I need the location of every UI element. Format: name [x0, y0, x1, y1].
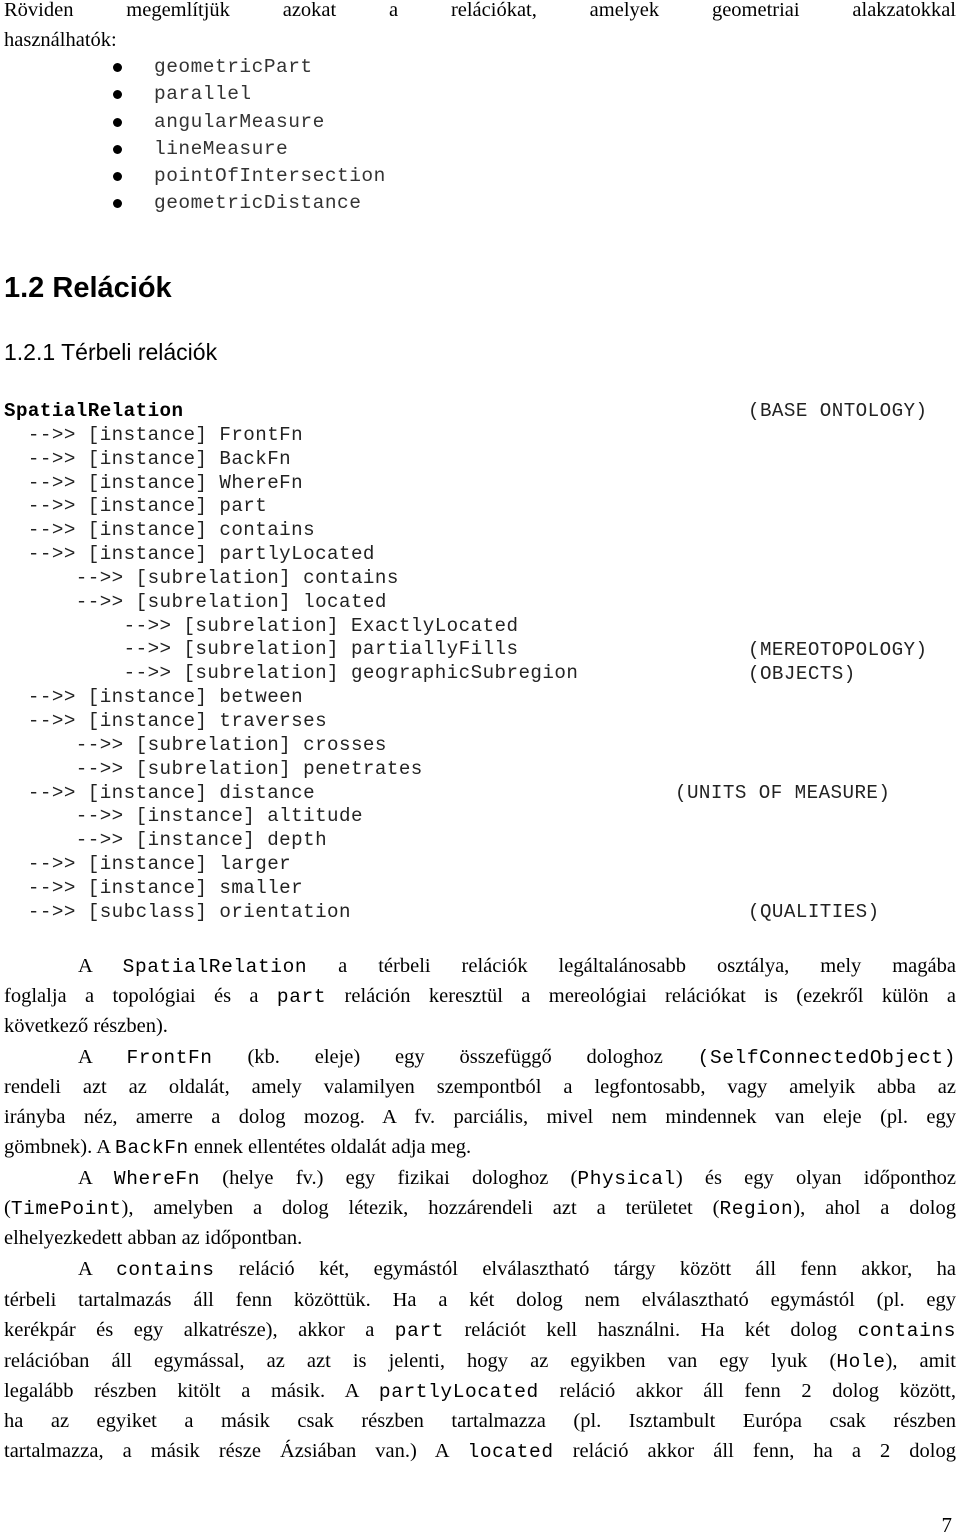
body-line: elhelyezkedett abban az időpontban.	[4, 1227, 303, 1249]
relation-hierarchy	[4, 400, 578, 925]
page-number: 7	[941, 1513, 952, 1537]
intro-line-1: Röviden megemlítjük azokat a relációkat, amelyek geometriai alakzatokkal	[4, 0, 956, 21]
hierarchy-line: -->> [subrelation] contains	[4, 566, 399, 589]
bullet-icon	[113, 90, 122, 99]
bullet-icon	[113, 118, 122, 127]
body-line: tartalmazza, a másik része Ázsiában van.) A located reláció akkor áll fenn, ha a 2 dolog	[4, 1440, 956, 1463]
hierarchy-line: -->> [instance] smaller	[4, 876, 304, 899]
hierarchy-line: -->> [subrelation] crosses	[4, 733, 387, 756]
hierarchy-line: -->> [subrelation] ExactlyLocated	[4, 614, 519, 637]
hierarchy-line: -->> [instance] between	[4, 686, 304, 709]
hierarchy-line: -->> [instance] altitude	[4, 805, 363, 828]
body-line: relációban áll egymással, az azt is jelenti, hogy az egyikben van egy lyuk (Hole), amit	[4, 1350, 956, 1373]
intro-line-2: használhatók:	[4, 29, 117, 51]
tag-mereotopology: (MEREOTOPOLOGY)	[748, 639, 928, 661]
hierarchy-line: -->> [instance] traverses	[4, 709, 328, 732]
bullet-icon	[113, 199, 122, 208]
list-item: pointOfIntersection	[0, 163, 386, 190]
body-line: térbeli tartalmazás áll fenn közöttük. Ha a két dolog nem elválasztható egymástól (pl. egy	[4, 1289, 956, 1311]
hierarchy-line: -->> [instance] distance	[4, 781, 316, 804]
body-line: foglalja a topológiai és a part reláción keresztül a mereológiai relációkat is (ezekről külön a	[4, 985, 956, 1008]
hierarchy-line: -->> [instance] part	[4, 495, 268, 518]
body-line: rendeli azt az oldalát, amely valamilyen szempontból a legfontosabb, vagy amelyik abba az	[4, 1076, 956, 1098]
hierarchy-line: -->> [instance] contains	[4, 519, 316, 542]
hierarchy-line: -->> [subrelation] located	[4, 590, 387, 613]
body-line: A SpatialRelation a térbeli relációk legáltalánosabb osztálya, mely magába	[78, 955, 956, 978]
body-line: legalább részben kitölt a másik. A partlyLocated reláció akkor áll fenn 2 dolog között,	[4, 1380, 956, 1403]
hierarchy-line: -->> [subrelation] geographicSubregion	[4, 662, 579, 685]
bullet-icon	[113, 145, 122, 154]
hierarchy-line: -->> [instance] depth	[4, 829, 328, 852]
tag-base-ontology: (BASE ONTOLOGY)	[748, 400, 928, 422]
bullet-icon	[113, 63, 122, 72]
hierarchy-line: -->> [instance] partlyLocated	[4, 543, 375, 566]
list-item: geometricPart	[0, 54, 386, 81]
bullet-icon	[113, 172, 122, 181]
body-line: következő részben).	[4, 1015, 168, 1037]
body-line: A FrontFn (kb. eleje) egy összefüggő dologhoz (SelfConnectedObject)	[78, 1046, 956, 1069]
tag-units-of-measure: (UNITS OF MEASURE)	[675, 782, 891, 804]
hierarchy-root: SpatialRelation	[4, 400, 184, 422]
list-item: lineMeasure	[0, 136, 386, 163]
subsection-heading: 1.2.1 Térbeli relációk	[4, 339, 218, 365]
list-item: angularMeasure	[0, 109, 386, 136]
body-line: A contains reláció két, egymástól elválasztható tárgy között áll fenn akkor, ha	[78, 1258, 956, 1281]
section-heading: 1.2 Relációk	[4, 272, 172, 304]
hierarchy-line: -->> [instance] larger	[4, 853, 292, 876]
body-line: (TimePoint), amelyben a dolog létezik, hozzárendeli azt a területet (Region), ahol a dolog	[4, 1197, 956, 1220]
body-line: ha az egyiket a másik csak részben tartalmazza (pl. Isztambult Európa csak részben	[4, 1410, 956, 1432]
hierarchy-line: -->> [instance] BackFn	[4, 447, 292, 470]
list-item: geometricDistance	[0, 190, 386, 217]
hierarchy-line: -->> [subclass] orientation	[4, 900, 351, 923]
body-line: gömbnek). A BackFn ennek ellentétes oldalát adja meg.	[4, 1136, 472, 1159]
geometric-relations-list	[0, 54, 386, 218]
hierarchy-line: -->> [instance] WhereFn	[4, 471, 304, 494]
tag-objects: (OBJECTS)	[748, 663, 856, 685]
list-item: parallel	[0, 81, 386, 108]
hierarchy-line: -->> [subrelation] penetrates	[4, 757, 423, 780]
tag-qualities: (QUALITIES)	[748, 901, 880, 923]
body-line: kerékpár és egy alkatrésze), akkor a part relációt kell használni. Ha két dolog contains	[4, 1319, 956, 1342]
hierarchy-line: -->> [subrelation] partiallyFills	[4, 638, 519, 661]
hierarchy-line: -->> [instance] FrontFn	[4, 423, 304, 446]
body-line: A WhereFn (helye fv.) egy fizikai dologhoz (Physical) és egy olyan időponthoz	[78, 1167, 956, 1190]
body-line: irányba néz, amerre a dolog mozog. A fv. parciális, mivel nem mindennek van eleje (pl. egy	[4, 1106, 956, 1128]
